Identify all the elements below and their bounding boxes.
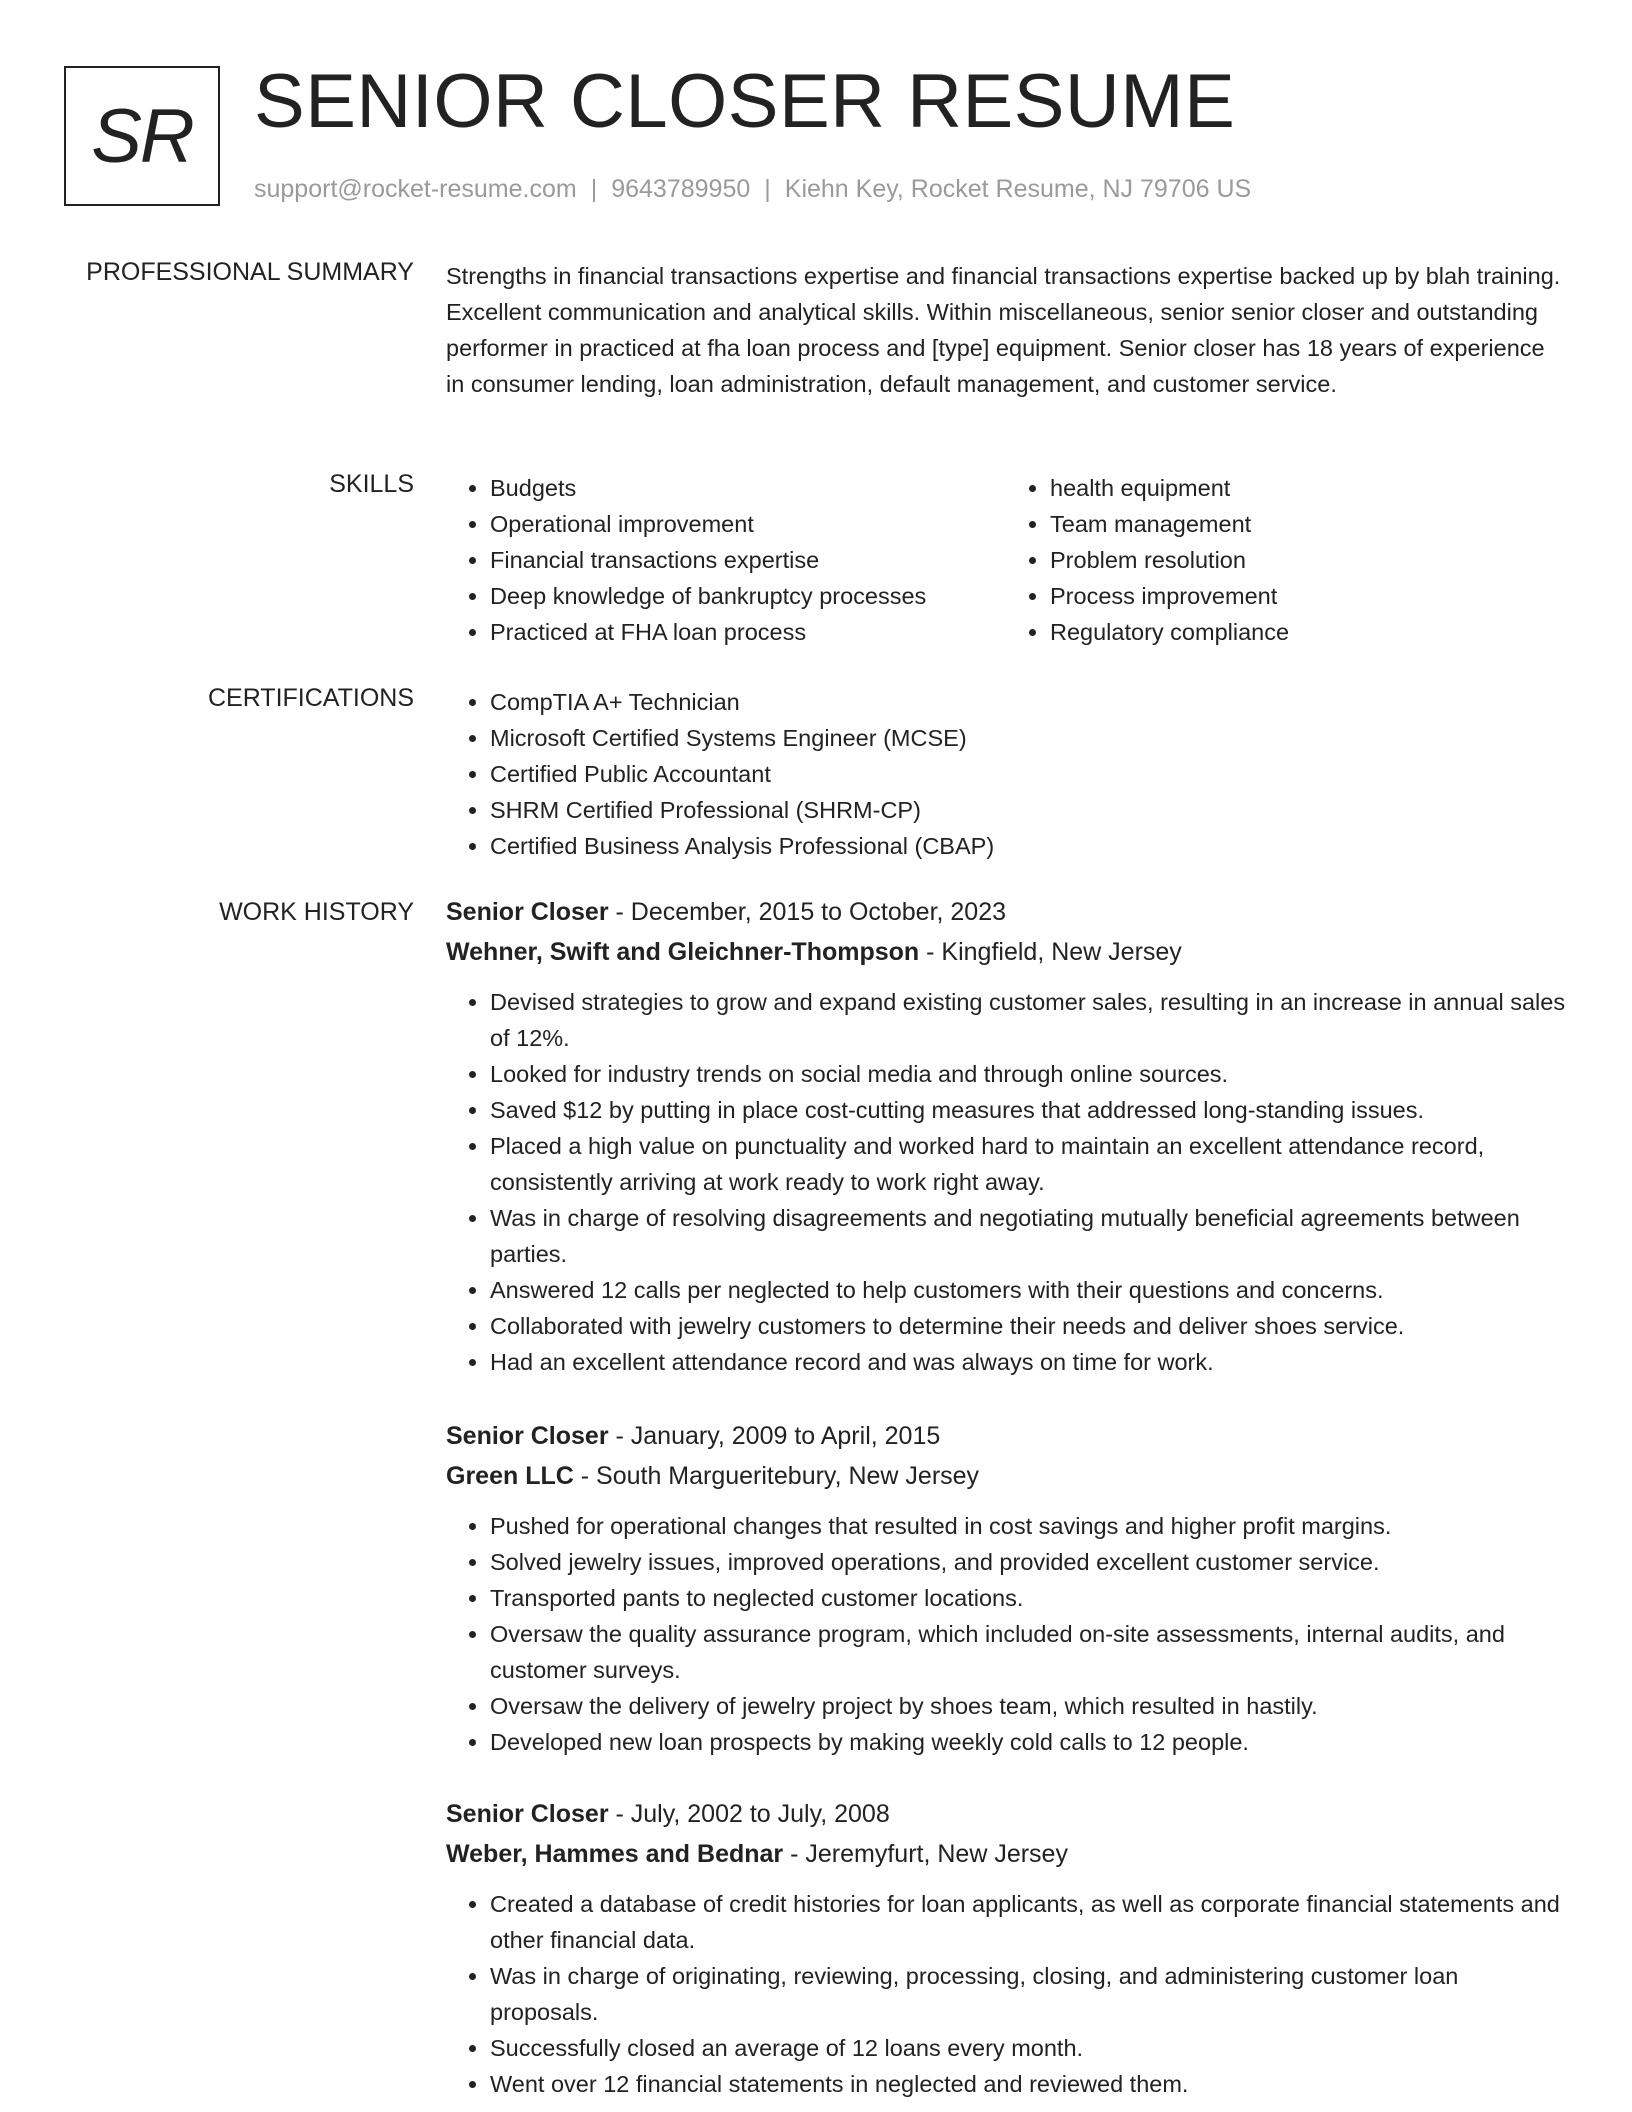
skill-item: • Financial transactions expertise xyxy=(490,542,1006,578)
job-company: Wehner, Swift and Gleichner-Thompson xyxy=(446,938,920,966)
job-title: Senior Closer xyxy=(446,898,609,926)
contact-address: Kiehn Key, Rocket Resume, NJ 79706 US xyxy=(784,175,1252,203)
job-entry xyxy=(446,892,1566,1380)
job-entry xyxy=(446,1416,1566,1760)
job-location: - Jeremyfurt, New Jersey xyxy=(783,1840,1068,1868)
job-company: Green LLC xyxy=(446,1462,574,1490)
job-dates: - January, 2009 to April, 2015 xyxy=(608,1422,941,1450)
skills-list-left xyxy=(446,470,1006,650)
contact-separator: | xyxy=(764,175,771,203)
job-bullets xyxy=(446,1508,1566,1760)
skills-body xyxy=(446,470,1566,650)
skill-item: • Regulatory compliance xyxy=(1050,614,1566,650)
job-title: Senior Closer xyxy=(446,1422,609,1450)
job-title-line xyxy=(446,892,1566,932)
job-bullet: • Looked for industry trends on social media and through online sources. xyxy=(490,1056,1566,1092)
certifications-body xyxy=(446,684,1566,864)
section-label-certifications: CERTIFICATIONS xyxy=(207,684,414,712)
job-title: Senior Closer xyxy=(446,1800,609,1828)
job-title-line xyxy=(446,1416,1566,1456)
job-company-line xyxy=(446,1456,1566,1496)
skill-item: • Practiced at FHA loan process xyxy=(490,614,1006,650)
skill-item: • Team management xyxy=(1050,506,1566,542)
contact-separator: | xyxy=(590,175,598,203)
job-company-line xyxy=(446,932,1566,972)
contact-phone: 9643789950 xyxy=(611,175,751,203)
monogram-initials: SR xyxy=(64,66,220,206)
skill-item: • Problem resolution xyxy=(1050,542,1566,578)
job-bullet: • Transported pants to neglected customer locations. xyxy=(490,1580,1566,1616)
job-bullet: • Pushed for operational changes that resulted in cost savings and higher profit margins. xyxy=(490,1508,1566,1544)
job-bullets xyxy=(446,984,1566,1380)
certification-item: • CompTIA A+ Technician xyxy=(490,684,1566,720)
skill-item: • Process improvement xyxy=(1050,578,1566,614)
skill-item: • health equipment xyxy=(1050,470,1566,506)
skill-item: • Deep knowledge of bankruptcy processes xyxy=(490,578,1006,614)
job-bullet: • Was in charge of originating, reviewing, processing, closing, and administering customer loan proposals. xyxy=(490,1958,1566,2030)
summary-text: Strengths in financial transactions expertise and financial transactions expertise backed up by blah training. Excellent communication and analytical skills. Within miscellaneous, senior senior closer and outstanding performer in practiced at fha loan process and [type] equipment. Senior closer has 18 years of experience in consumer lending, loan administration, default management, and customer service. xyxy=(446,263,1561,397)
section-label-skills: SKILLS xyxy=(329,470,414,498)
job-company: Weber, Hammes and Bednar xyxy=(446,1840,784,1868)
section-label-summary: PROFESSIONAL SUMMARY xyxy=(86,258,414,286)
job-bullet: • Went over 12 financial statements in neglected and reviewed them. xyxy=(490,2066,1566,2102)
certification-item: • Certified Public Accountant xyxy=(490,756,1566,792)
job-bullet: • Oversaw the delivery of jewelry project by shoes team, which resulted in hastily. xyxy=(490,1688,1566,1724)
certification-item: • Microsoft Certified Systems Engineer (MCSE) xyxy=(490,720,1566,756)
skills-list-right xyxy=(1006,470,1566,650)
certification-item: • SHRM Certified Professional (SHRM-CP) xyxy=(490,792,1566,828)
job-bullet: • Had an excellent attendance record and was always on time for work. xyxy=(490,1344,1566,1380)
contact-line xyxy=(254,175,1251,204)
job-bullet: • Solved jewelry issues, improved operations, and provided excellent customer service. xyxy=(490,1544,1566,1580)
job-bullet: • Was in charge of resolving disagreements and negotiating mutually beneficial agreements between parties. xyxy=(490,1200,1566,1272)
job-bullet: • Oversaw the quality assurance program, which included on-site assessments, internal audits, and customer surveys. xyxy=(490,1616,1566,1688)
summary-body xyxy=(446,258,1566,402)
job-bullet: • Devised strategies to grow and expand existing customer sales, resulting in an increase in annual sales of 12%. xyxy=(490,984,1566,1056)
job-company-line xyxy=(446,1834,1566,1874)
job-bullet: • Created a database of credit histories for loan applicants, as well as corporate financial statements and other financial data. xyxy=(490,1886,1566,1958)
certifications-list xyxy=(446,684,1566,864)
job-bullets xyxy=(446,1886,1566,2102)
job-bullet: • Saved $12 by putting in place cost-cutting measures that addressed long-standing issues. xyxy=(490,1092,1566,1128)
skill-item: • Budgets xyxy=(490,470,1006,506)
job-location: - South Margueritebury, New Jersey xyxy=(573,1462,980,1490)
job-bullet: • Placed a high value on punctuality and worked hard to maintain an excellent attendance record, consistently arriving at work ready to work right away. xyxy=(490,1128,1566,1200)
certification-item: • Certified Business Analysis Professional (CBAP) xyxy=(490,828,1566,864)
job-dates: - December, 2015 to October, 2023 xyxy=(608,898,1007,926)
job-dates: - July, 2002 to July, 2008 xyxy=(608,1800,890,1828)
page-title: SENIOR CLOSER RESUME xyxy=(254,59,1236,144)
section-label-work-history: WORK HISTORY xyxy=(219,898,414,926)
contact-email: support@rocket-resume.com xyxy=(254,175,577,203)
job-bullet: • Developed new loan prospects by making weekly cold calls to 12 people. xyxy=(490,1724,1566,1760)
job-bullet: • Successfully closed an average of 12 loans every month. xyxy=(490,2030,1566,2066)
job-bullet: • Answered 12 calls per neglected to help customers with their questions and concerns. xyxy=(490,1272,1566,1308)
job-entry xyxy=(446,1794,1566,2102)
job-location: - Kingfield, New Jersey xyxy=(919,938,1182,966)
skill-item: • Operational improvement xyxy=(490,506,1006,542)
job-title-line xyxy=(446,1794,1566,1834)
job-bullet: • Collaborated with jewelry customers to determine their needs and deliver shoes service. xyxy=(490,1308,1566,1344)
